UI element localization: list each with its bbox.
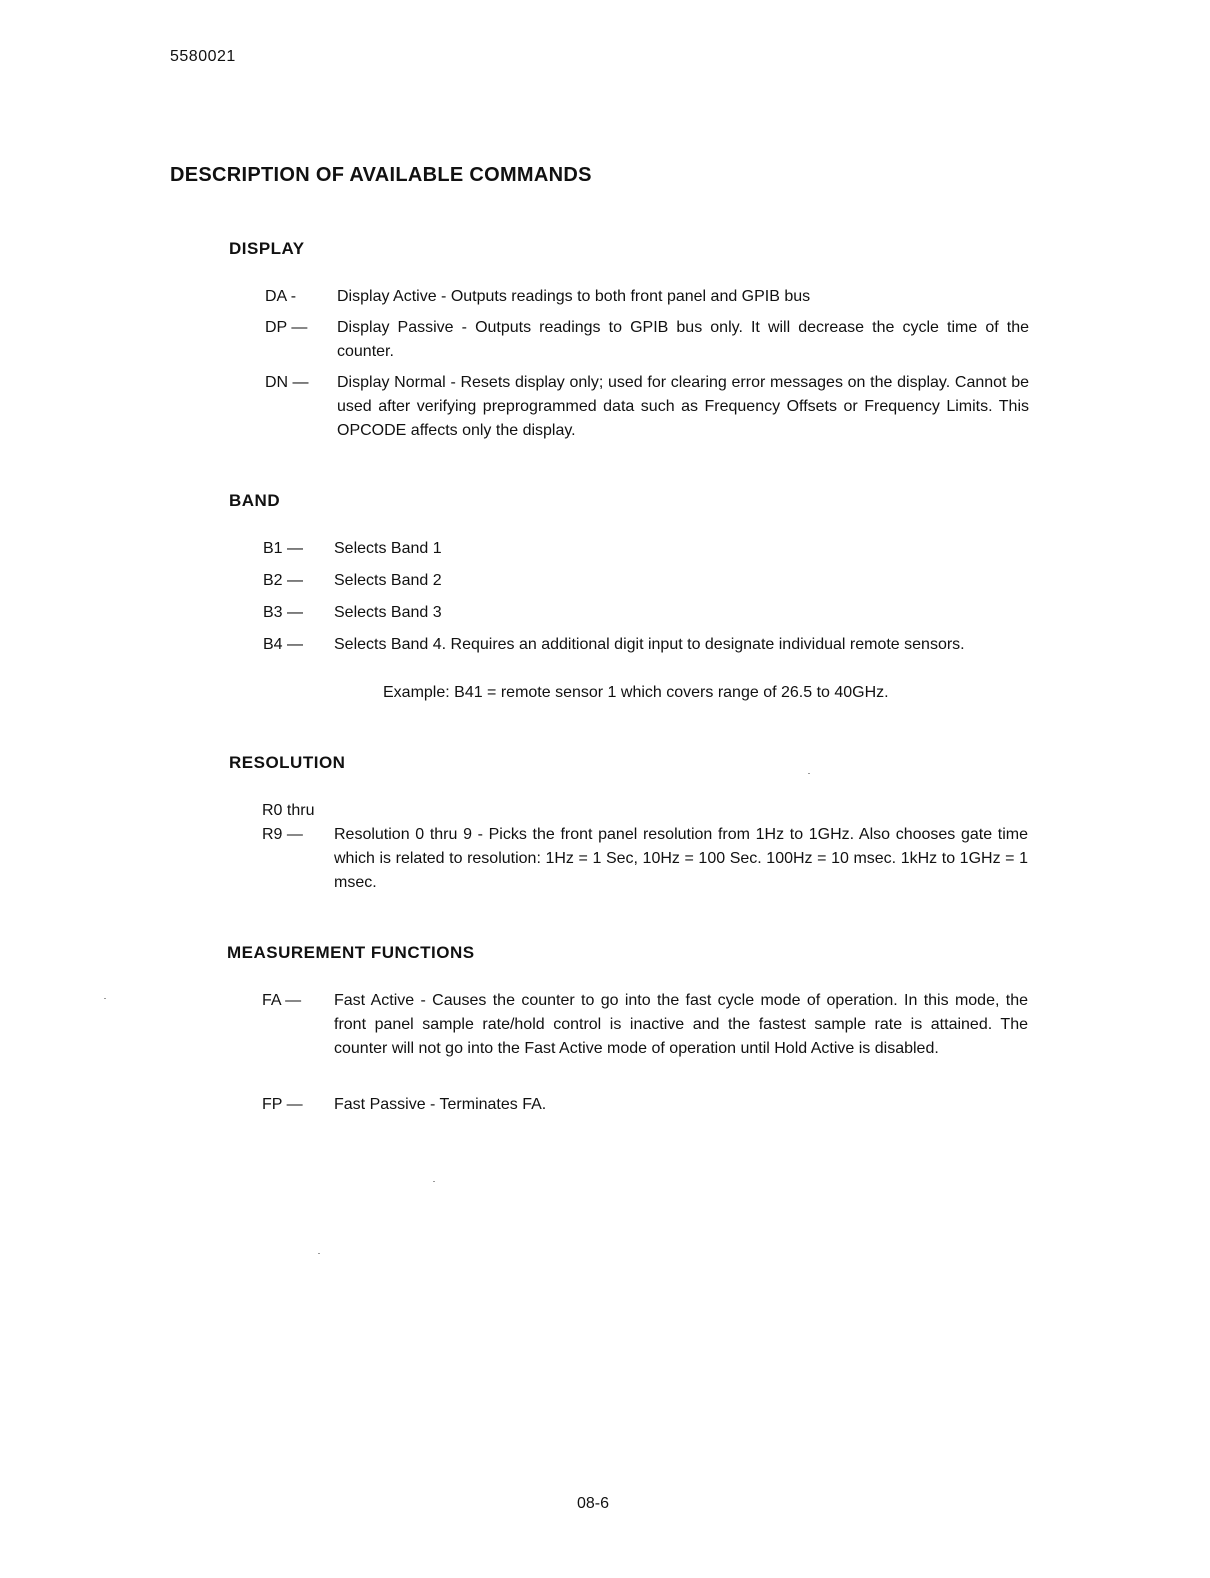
command-code-r9: R9 — xyxy=(262,826,303,843)
command-text-dn: Display Normal - Resets display only; used for clearing error messages on the display. Cannot be used after verifying preprogrammed data such as Frequency Offsets or Frequency Limits. This OPCODE affects only the display. xyxy=(337,374,1029,439)
command-text-b2: Selects Band 2 xyxy=(334,572,442,589)
document-number: 5580021 xyxy=(170,48,236,65)
command-code-r0: R0 thru xyxy=(262,802,315,819)
command-code-fp: FP — xyxy=(262,1096,303,1113)
section-heading-band: BAND xyxy=(229,491,281,510)
command-code-dn: DN — xyxy=(265,374,309,391)
command-code-da: DA - xyxy=(265,288,297,305)
command-code-fa: FA — xyxy=(262,992,302,1009)
scan-speck xyxy=(808,773,810,774)
band-example: Example: B41 = remote sensor 1 which covers range of 26.5 to 40GHz. xyxy=(383,684,889,701)
command-code-b4: B4 — xyxy=(263,636,304,653)
section-heading-display: DISPLAY xyxy=(229,239,305,258)
scan-speck xyxy=(433,1181,435,1182)
scan-speck xyxy=(318,1253,320,1254)
command-text-fp: Fast Passive - Terminates FA. xyxy=(334,1096,547,1113)
page-number: 08-6 xyxy=(577,1495,610,1512)
command-text-dp: Display Passive - Outputs readings to GPIB bus only. It will decrease the cycle time of the counter. xyxy=(337,319,1029,360)
command-text-b1: Selects Band 1 xyxy=(334,540,442,557)
section-heading-measurement: MEASUREMENT FUNCTIONS xyxy=(227,943,475,962)
command-text-b4: Selects Band 4. Requires an additional digit input to designate individual remote sensors. xyxy=(334,636,965,653)
command-code-b1: B1 — xyxy=(263,540,304,557)
scan-speck xyxy=(104,998,106,999)
command-text-da: Display Active - Outputs readings to both front panel and GPIB bus xyxy=(337,288,811,305)
command-text-fa: Fast Active - Causes the counter to go into the fast cycle mode of operation. In this mode, the front panel sample rate/hold control is inactive and the fastest sample rate is attained. The counter will not go into the Fast Active mode of operation until Hold Active is disabled. xyxy=(334,992,1028,1057)
command-code-b2: B2 — xyxy=(263,572,304,589)
command-text-b3: Selects Band 3 xyxy=(334,604,442,621)
command-code-dp: DP — xyxy=(265,319,308,336)
command-text-r9: Resolution 0 thru 9 - Picks the front panel resolution from 1Hz to 1GHz. Also chooses gate time which is related to resolution: 1Hz = 1 Sec, 10Hz = 100 Sec. 100Hz = 10 msec. 1kHz to 1GHz = 1 msec. xyxy=(334,826,1028,891)
section-heading-resolution: RESOLUTION xyxy=(229,753,346,772)
command-code-b3: B3 — xyxy=(263,604,304,621)
page-title: DESCRIPTION OF AVAILABLE COMMANDS xyxy=(170,164,592,186)
